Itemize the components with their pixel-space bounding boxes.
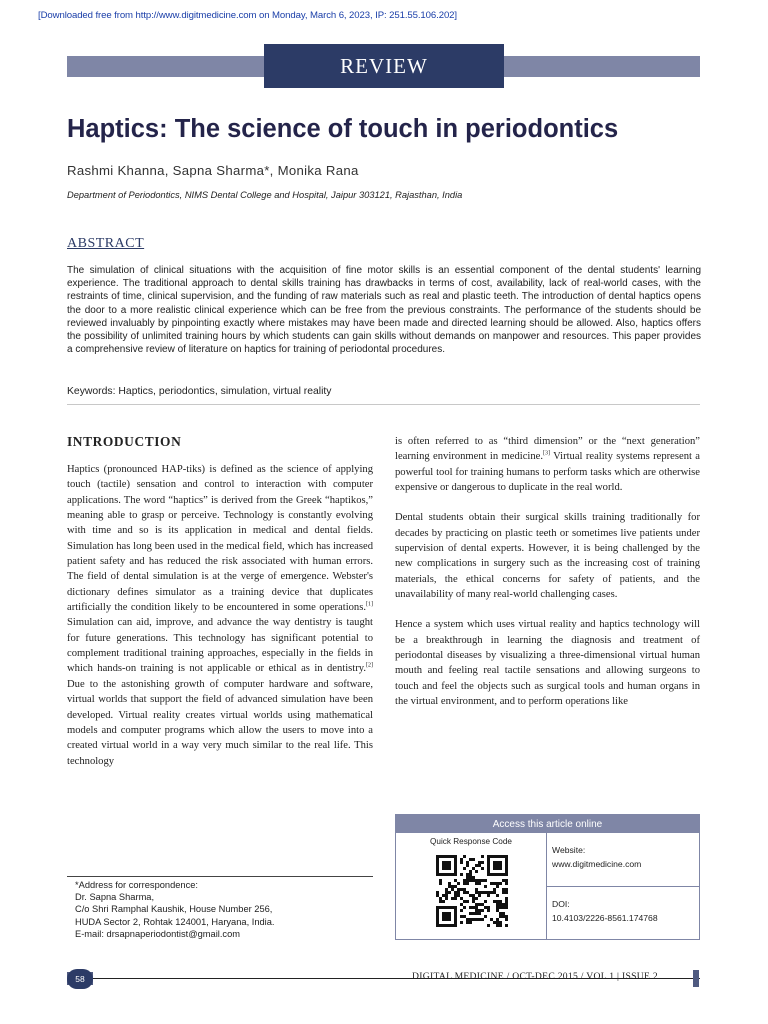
author-affiliation: Department of Periodontics, NIMS Dental College and Hospital, Jaipur 303121, Rajasthan, India — [67, 190, 463, 200]
intro-text-part: Haptics (pronounced HAP-tiks) is defined as the science of applying touch (tactile) sensation and control to interaction with computer applications. The word “haptics” is derived from the Greek “haptikos,” meaning able to grasp or perceive. Technology is constantly evolving with time and so is its application in medical and dental fields. Simulation has long been used in the medical field, which has increased patient safety and has reduced the risk associated with human errors. The field of dental simulation is at the verge of emergence. Webster's dictionary defines simulator as a training device that duplicates artificially the condition likely to be encountered in some operations. — [67, 464, 373, 614]
introduction-paragraph — [67, 462, 373, 769]
correspondence-name: Dr. Sapna Sharma, — [75, 892, 155, 903]
correspondence-divider — [67, 876, 373, 877]
doi-value[interactable]: 10.4103/2226-8561.174768 — [552, 913, 658, 923]
email-link[interactable]: drsapnaperiodontist@gmail.com — [106, 928, 240, 939]
doi-cell — [546, 888, 699, 939]
intro-text-part: Due to the astonishing growth of computer hardware and software, virtual worlds that support the field of advanced simulation have been developed. Virtual reality creates virtual worlds using mathematical models and computer programs which allow the users to move into a created virtual world in a way very much similar to the real life. This technology — [67, 678, 373, 767]
intro-text-part: Simulation can aid, improve, and advance the way dentistry is taught for future generations. This technology has significant potential to complement traditional training approaches, especially in the fields in which hands-on training is not applicable or ethical as in dentistry. — [67, 617, 373, 675]
correspondence-heading: *Address for correspondence: — [75, 880, 198, 890]
citation-ref: [1] — [366, 601, 373, 608]
body-text-part: is often referred to as “third dimension” or the “next generation” learning environment in medicine. — [395, 436, 700, 463]
qr-label: Quick Response Code — [430, 837, 512, 846]
website-label: Website: — [552, 845, 586, 855]
body-paragraph: Hence a system which uses virtual reality and haptics technology will be a breakthrough in learning the diagnosis and treatment of periodontal diseases by visualizing a three-dimensional virtual human mouth and feeling real tactile sensations and allowing surgeons to touch and feel the objects such as surgical tools and human organs in the virtual environment, and to perform operations like — [395, 619, 700, 708]
keywords-divider — [67, 404, 700, 405]
correspondence-email-row — [75, 928, 274, 940]
access-online-box — [395, 814, 700, 940]
doi-label: DOI: — [552, 899, 570, 909]
section-label: REVIEW — [264, 44, 504, 88]
website-cell — [546, 833, 699, 887]
correspondence-line: C/o Shri Ramphal Kaushik, House Number 256, — [75, 904, 273, 915]
left-column — [67, 434, 373, 769]
keywords-value: Haptics, periodontics, simulation, virtual reality — [118, 386, 332, 397]
qr-cell — [396, 833, 547, 939]
body-paragraph: Dental students obtain their surgical skills training traditionally for decades by practicing on plastic teeth or sometimes live patients under supervision of dental experts. However, it is being challenged by the new complications in surgery such as the increasing cost of training materials, the ethical concerns for safety of patients, and the unavailability of many real-world challenging cases. — [395, 512, 700, 601]
footer-end-marker — [693, 970, 699, 987]
access-heading: Access this article online — [396, 815, 699, 833]
abstract-text: The simulation of clinical situations with the acquisition of fine motor skills is an essential component of the dental students' learning experience. The traditional approach to dental skills training has drawbacks in terms of cost, availability, lack of real-world cases, with the restraints of time, clinical supervision, and the funding of raw materials such as real and plastic teeth. The introduction of dental haptics opens the door to a more realistic clinical experience which can be free from the previous constraints. The performance of the students should be reviewed invaluably by pinpointing exactly where mistakes may have been made and directed learning should be allowed. Also, haptics offers the possibility of unlimited training hours by which students can gain skills without demands on manpower and resources. This paper provides a comprehensive review of literature on haptics for training of periodontal procedures. — [67, 265, 701, 356]
qr-code-icon[interactable] — [436, 855, 508, 927]
email-label: E-mail: — [75, 928, 104, 939]
page-number: 58 — [67, 969, 93, 989]
download-notice: [Downloaded free from http://www.digitmedicine.com on Monday, March 6, 2023, IP: 251.55.106.202] — [38, 10, 457, 21]
body-paragraph — [395, 434, 700, 495]
right-column — [395, 434, 700, 710]
citation-ref: [2] — [366, 662, 373, 669]
abstract-heading: ABSTRACT — [67, 236, 145, 251]
keywords-line — [67, 386, 332, 397]
correspondence-line: HUDA Sector 2, Rohtak 124001, Haryana, India. — [75, 916, 275, 927]
correspondence-address — [75, 879, 274, 940]
keywords-label: Keywords: — [67, 386, 116, 397]
author-list: Rashmi Khanna, Sapna Sharma*, Monika Rana — [67, 163, 359, 178]
journal-footer: DIGITAL MEDICINE / OCT-DEC 2015 / VOL 1 | ISSUE 2 — [412, 971, 658, 982]
citation-ref: [3] — [542, 450, 550, 457]
article-title: Haptics: The science of touch in periodontics — [67, 115, 619, 143]
website-link[interactable]: www.digitmedicine.com — [552, 859, 642, 869]
introduction-heading: INTRODUCTION — [67, 434, 182, 449]
body-text-part: Virtual reality systems represent a powerful tool for training humans to perform tasks which are otherwise expensive or dangerous to duplicate in the real world. — [395, 451, 700, 494]
